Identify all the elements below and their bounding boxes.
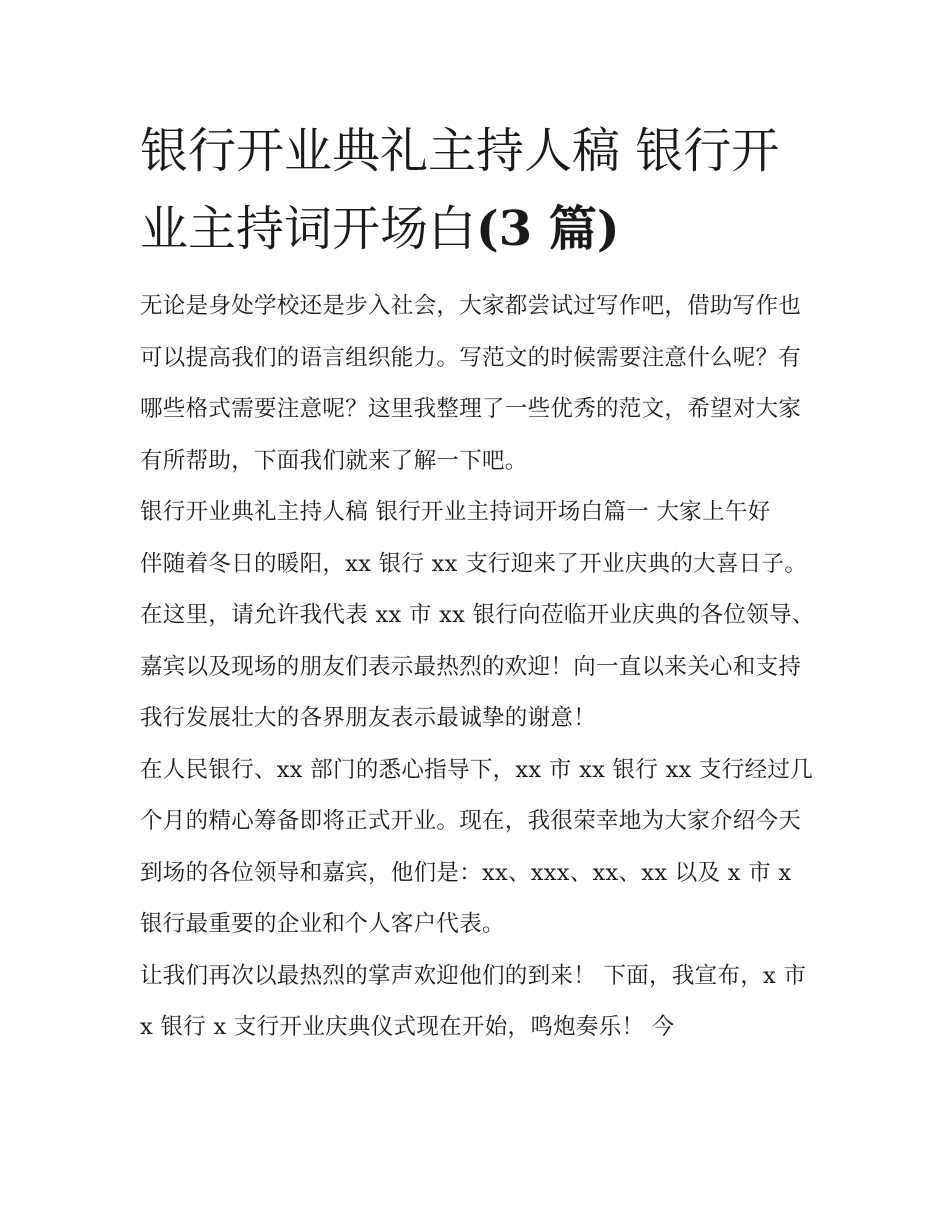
section-heading: 银行开业典礼主持人稿 银行开业主持词开场白篇一 大家上午好 bbox=[140, 499, 771, 525]
body-paragraph: 在人民银行、xx 部门的悉心指导下，xx 市 xx 银行 xx 支行经过几个月的精心筹备即将正式开业。现在，我很荣幸地为大家介绍今天到场的各位领导和嘉宾，他们是：xx、xxx、xx、xx 以及 x 市 x 银行最重要的企业和个人客户代表。 bbox=[140, 756, 814, 937]
title-line-2: 业主持词开场白 bbox=[140, 201, 477, 257]
title-count: (3 篇) bbox=[476, 201, 620, 257]
document-body bbox=[140, 281, 820, 1054]
title-line-1: 银行开业典礼主持人稿 银行开 bbox=[140, 123, 780, 179]
document-title bbox=[140, 112, 820, 268]
body-paragraph: 伴随着冬日的暖阳，xx 银行 xx 支行迎来了开业庆典的大喜日子。在这里，请允许我代表 xx 市 xx 银行向莅临开业庆典的各位领导、嘉宾以及现场的朋友们表示最热烈的欢迎！向一直以来关心和支持我行发展壮大的各界朋友表示最诚挚的谢意！ bbox=[140, 550, 815, 731]
body-paragraph: 让我们再次以最热烈的掌声欢迎他们的到来！ 下面，我宣布，x 市 x 银行 x 支行开业庆典仪式现在开始，鸣炮奏乐！ 今 bbox=[140, 962, 807, 1040]
intro-paragraph: 无论是身处学校还是步入社会，大家都尝试过写作吧，借助写作也可以提高我们的语言组织能力。写范文的时候需要注意什么呢？有哪些格式需要注意呢？这里我整理了一些优秀的范文，希望对大家有所帮助，下面我们就来了解一下吧。 bbox=[140, 293, 802, 474]
